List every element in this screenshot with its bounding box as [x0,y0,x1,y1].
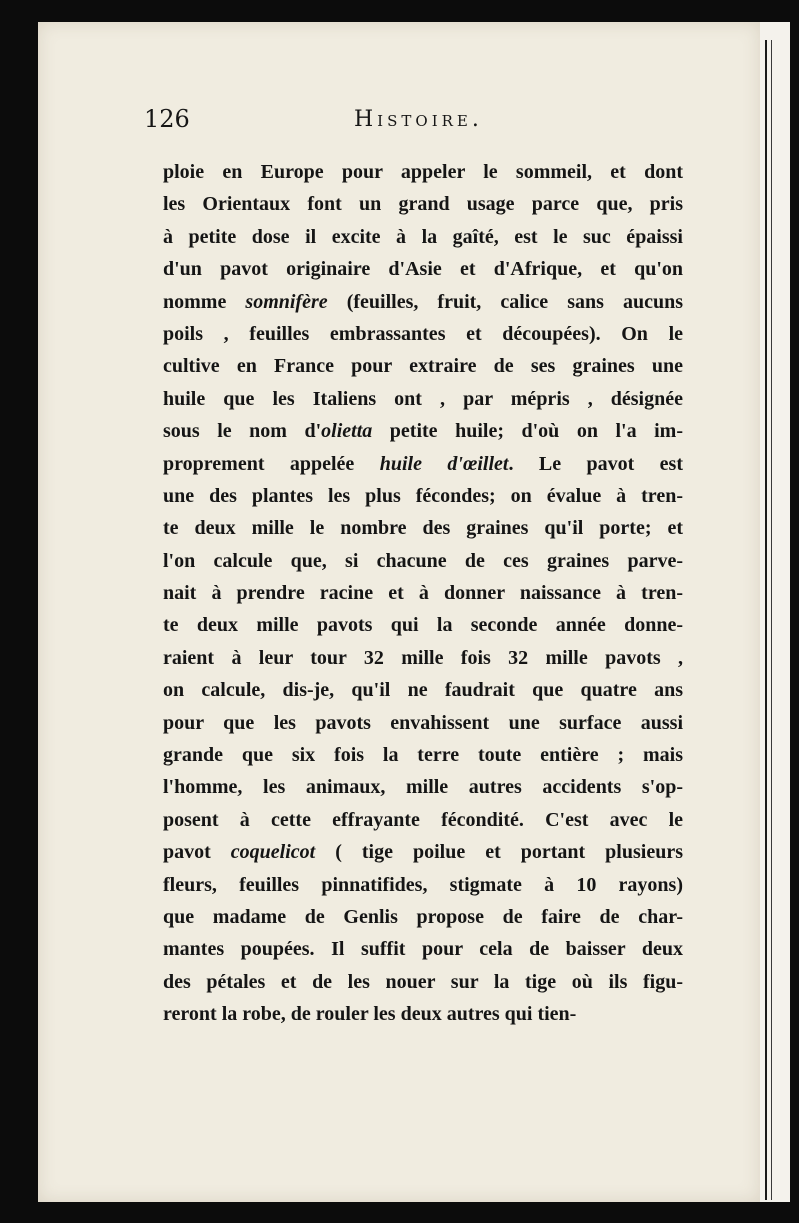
text-line [163,739,683,771]
italic-term: coquelicot [230,841,316,864]
italic-term: huile d'œillet [379,452,509,475]
text-segment: petite huile; d'où on l'a im- [372,420,683,443]
text-segment: l'on calcule que, si chacune de ces graines parve- [163,549,683,572]
text-segment: poils , feuilles embrassantes et découpées). On le [163,322,683,345]
text-segment: les Orientaux font un grand usage parce que, pris [163,193,683,216]
text-segment: raient à leur tour 32 mille fois 32 mille pavots , [163,646,683,669]
text-line [163,318,683,350]
text-segment: à petite dose il excite à la gaîté, est le suc épaissi [163,225,683,248]
text-segment: . Le pavot est [508,452,683,475]
text-segment: d'un pavot originaire d'Asie et d'Afrique, et qu'on [163,258,683,281]
text-segment: que madame de Genlis propose de faire de char- [163,905,683,928]
text-line [163,221,683,253]
text-segment: une des plantes les plus fécondes; on évalue à tren- [163,484,683,507]
text-segment: te deux mille le nombre des graines qu'il porte; et [163,517,683,540]
text-segment: (feuilles, fruit, calice sans aucuns [327,290,683,313]
text-line [163,674,683,706]
text-segment: reront la robe, de rouler les deux autres qui tien- [163,1003,577,1026]
page-fold-line [765,40,767,1200]
text-segment: fleurs, feuilles pinnatifides, stigmate à 10 rayons) [163,873,683,896]
text-line [163,156,683,188]
text-line [163,350,683,382]
text-segment: mantes poupées. Il suffit pour cela de baisser deux [163,938,683,961]
text-segment: pour que les pavots envahissent une surface aussi [163,711,683,734]
text-line [163,933,683,965]
text-line [163,998,683,1030]
text-line [163,771,683,803]
text-line [163,966,683,998]
text-line [163,480,683,512]
running-head: Histoire. [354,107,483,132]
text-line [163,804,683,836]
text-segment: proprement appelée [163,452,380,475]
text-line [163,383,683,415]
text-line [163,545,683,577]
text-line [163,609,683,641]
text-segment: des pétales et de les nouer sur la tige où ils figu- [163,970,683,993]
text-line [163,448,683,480]
text-segment: ( tige poilue et portant plusieurs [315,841,683,864]
text-line [163,642,683,674]
text-line [163,188,683,220]
text-line [163,253,683,285]
text-segment: on calcule, dis-je, qu'il ne faudrait que quatre ans [163,679,683,702]
text-line [163,415,683,447]
text-line [163,577,683,609]
text-segment: grande que six fois la terre toute entière ; mais [163,744,683,767]
page-header [144,103,704,143]
text-line [163,901,683,933]
text-segment: nomme [163,290,246,313]
text-segment: cultive en France pour extraire de ses graines une [163,355,683,378]
italic-term: olietta [321,420,373,443]
body-text [163,156,683,1031]
text-line [163,512,683,544]
text-segment: nait à prendre racine et à donner naissance à tren- [163,582,683,605]
text-segment: posent à cette effrayante fécondité. C'est avec le [163,808,683,831]
text-line [163,286,683,318]
text-segment: huile que les Italiens ont , par mépris , désignée [163,387,683,410]
text-line [163,836,683,868]
page-fold-shadow [771,40,772,1200]
page-number: 126 [144,105,190,133]
text-line [163,707,683,739]
text-segment: sous le nom d' [163,420,322,443]
text-segment: l'homme, les animaux, mille autres accidents s'op- [163,776,683,799]
text-segment: ploie en Europe pour appeler le sommeil, et dont [163,161,683,183]
italic-term: somnifère [245,290,328,313]
text-line [163,869,683,901]
text-segment: pavot [163,841,231,864]
text-segment: te deux mille pavots qui la seconde année donne- [163,614,683,637]
